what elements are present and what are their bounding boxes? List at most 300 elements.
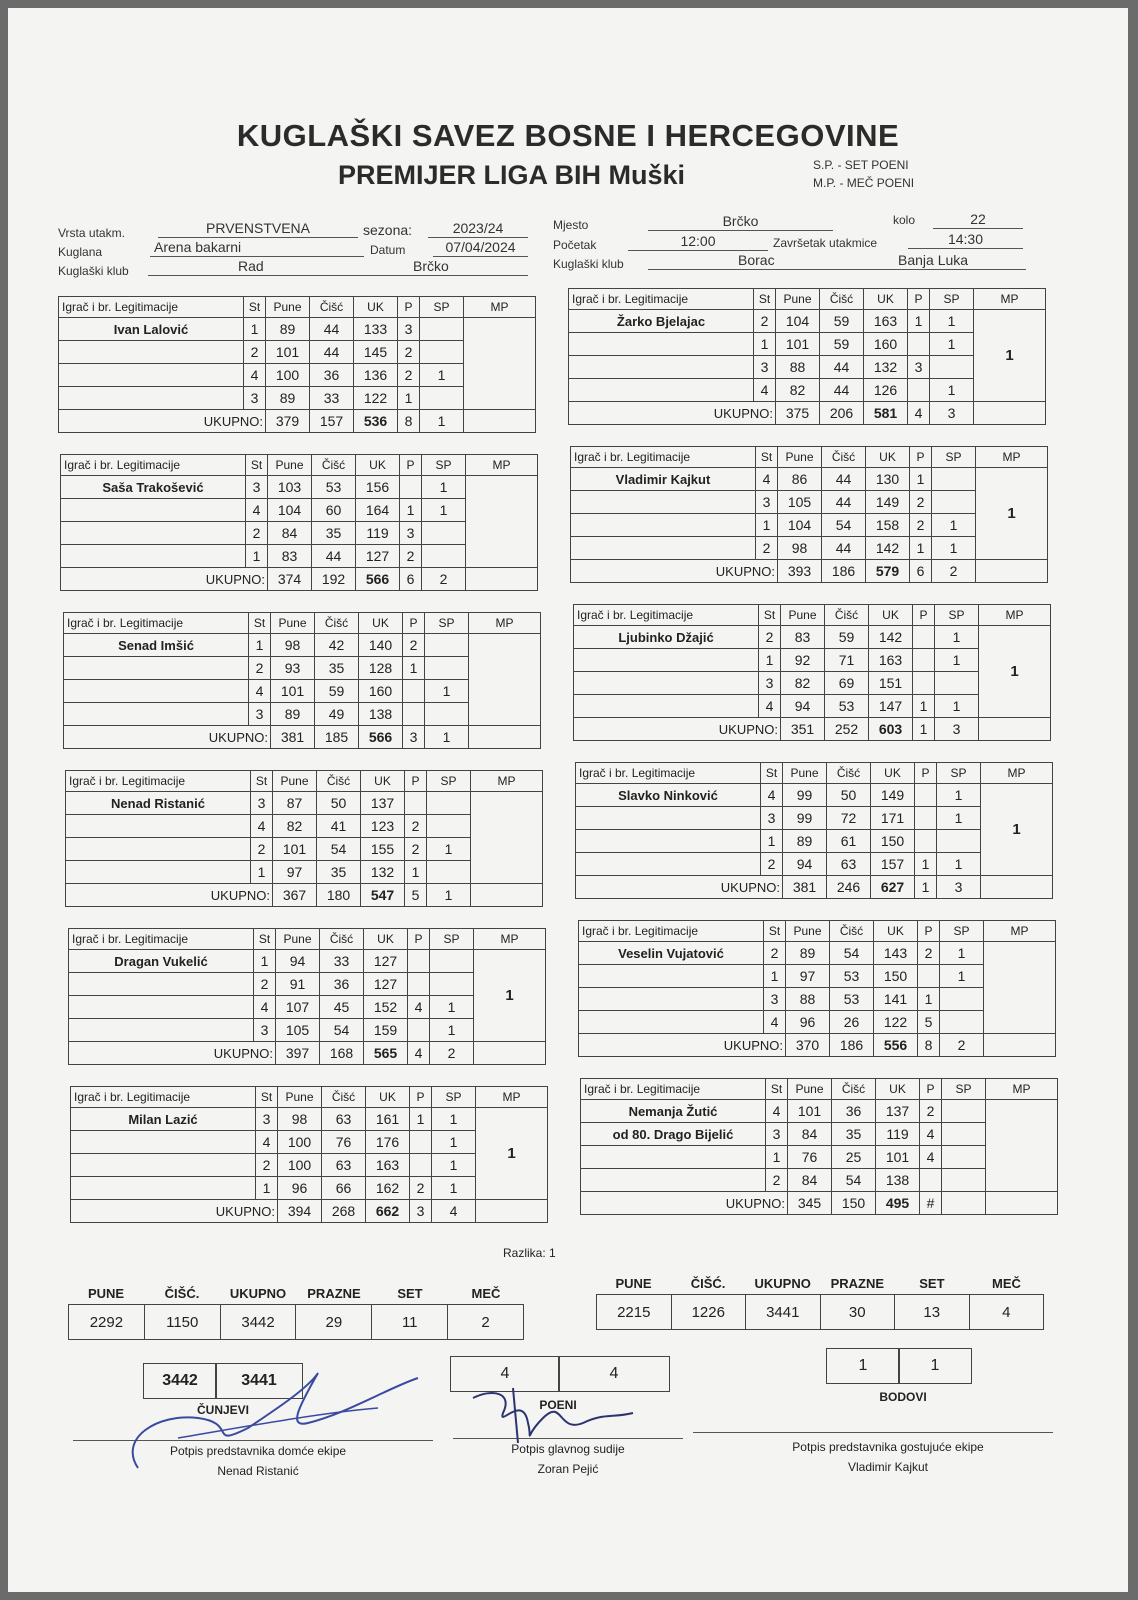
blank-name-cell (59, 364, 244, 387)
set-cell: 54 (320, 1019, 364, 1042)
set-cell: 63 (322, 1154, 366, 1177)
col-mp: MP (471, 771, 543, 792)
col-uk: UK (874, 921, 918, 942)
set-cell: 59 (825, 626, 869, 649)
col-sp: SP (937, 763, 981, 784)
col-st: St (251, 771, 273, 792)
total-cell: 381 (783, 876, 827, 899)
player-substitute (64, 657, 249, 680)
total-row (64, 726, 541, 749)
set-cell: 127 (364, 950, 408, 973)
col-st: St (766, 1079, 788, 1100)
total-row (59, 410, 536, 433)
set-cell: 137 (361, 792, 405, 815)
player-substitute (574, 649, 759, 672)
total-cell: 3 (937, 876, 981, 899)
set-cell: 1 (420, 364, 464, 387)
home-summary-label: UKUPNO (229, 1286, 287, 1301)
set-cell: 36 (320, 973, 364, 996)
set-cell (408, 1019, 430, 1042)
blank-name-cell (576, 830, 761, 853)
set-cell: 133 (354, 318, 398, 341)
col-st: St (761, 763, 783, 784)
total-cell: 1 (913, 718, 935, 741)
col-pune: Pune (278, 1087, 322, 1108)
col-pune: Pune (788, 1079, 832, 1100)
kuglana-value: Arena bakarni (150, 239, 364, 257)
mjesto-label: Mjesto (553, 218, 589, 232)
datum-label: Datum (370, 243, 406, 257)
set-cell: 140 (359, 634, 403, 657)
set-cell: 2 (256, 1154, 278, 1177)
set-cell (932, 468, 976, 491)
set-cell: 4 (251, 815, 273, 838)
judge-signature-scribble (463, 1383, 653, 1453)
set-cell: 53 (825, 695, 869, 718)
set-cell: 3 (254, 1019, 276, 1042)
col-st: St (756, 447, 778, 468)
kolo-label: kolo (893, 213, 916, 227)
set-cell: 53 (830, 965, 874, 988)
set-cell (420, 387, 464, 410)
total-mp-cell (974, 402, 1046, 425)
set-cell: 1 (935, 695, 979, 718)
set-cell: 1 (937, 853, 981, 876)
set-cell: 2 (405, 838, 427, 861)
header-row (579, 921, 1056, 942)
away-club: Borac (738, 252, 775, 268)
col-cisc: Čišć (830, 921, 874, 942)
blank-name-cell (64, 703, 249, 726)
set-cell: 1 (398, 387, 420, 410)
set-cell: 1 (937, 807, 981, 830)
total-cell: 5 (405, 884, 427, 907)
cunjevi-label: ČUNJEVI (196, 1403, 249, 1417)
set-cell: 2 (249, 657, 271, 680)
ukupno-label: UKUPNO: (579, 1034, 786, 1057)
set-cell: 3 (766, 1123, 788, 1146)
set-cell: 1 (908, 310, 930, 333)
kuglana-label: Kuglana (58, 245, 103, 259)
total-cell: 192 (312, 568, 356, 591)
set-cell: 2 (756, 537, 778, 560)
total-cell: 374 (268, 568, 312, 591)
col-p: P (913, 605, 935, 626)
header-row (571, 447, 1048, 468)
total-row (581, 1192, 1058, 1215)
vrsta-value: PRVENSTVENA (158, 220, 358, 238)
set-cell: 1 (422, 476, 466, 499)
set-cell: 142 (866, 537, 910, 560)
col-mp: MP (469, 613, 541, 634)
total-cell: 379 (266, 410, 310, 433)
set-cell: 91 (276, 973, 320, 996)
set-cell: 94 (781, 695, 825, 718)
set-cell (408, 973, 430, 996)
total-cell: 579 (866, 560, 910, 583)
set-cell: 44 (310, 341, 354, 364)
total-cell: 8 (918, 1034, 940, 1057)
set-cell: 83 (781, 626, 825, 649)
set-cell: 150 (871, 830, 915, 853)
set-cell: 44 (312, 545, 356, 568)
set-cell: 2 (910, 491, 932, 514)
set-cell (935, 672, 979, 695)
set-cell (940, 988, 984, 1011)
away-player-block-2 (570, 446, 1048, 583)
away-signature-caption: Potpis predstavnika gostujuće ekipe (792, 1440, 984, 1454)
total-row (61, 568, 538, 591)
set-cell: 42 (315, 634, 359, 657)
col-sp: SP (432, 1087, 476, 1108)
col-sp: SP (420, 297, 464, 318)
set-cell: 1 (427, 838, 471, 861)
total-cell: 180 (317, 884, 361, 907)
col-st: St (759, 605, 781, 626)
set-cell: 2 (910, 514, 932, 537)
blank-name-cell (66, 861, 251, 884)
mjesto-value: Brčko (648, 213, 833, 231)
vrsta-label: Vrsta utakm. (58, 226, 125, 240)
set-cell (942, 1100, 986, 1123)
home-summary-table (68, 1304, 524, 1340)
set-cell (425, 703, 469, 726)
set-cell: 4 (754, 379, 776, 402)
col-mp: MP (986, 1079, 1058, 1100)
set-cell: 162 (366, 1177, 410, 1200)
ukupno-label: UKUPNO: (69, 1042, 276, 1065)
set-cell: 88 (776, 356, 820, 379)
mp-cell (471, 792, 543, 884)
blank-name-cell (571, 537, 756, 560)
sezona-label: sezona: (363, 222, 413, 238)
mp-cell: 1 (476, 1108, 548, 1200)
col-p: P (918, 921, 940, 942)
total-mp-cell (474, 1042, 546, 1065)
set-cell: 156 (356, 476, 400, 499)
player-substitute (576, 807, 761, 830)
set-cell: 84 (788, 1169, 832, 1192)
mp-cell (469, 634, 541, 726)
total-cell: 206 (820, 402, 864, 425)
home-summary-cell: 1150 (144, 1305, 220, 1340)
away-summary-label: UKUPNO (754, 1276, 811, 1291)
col-cisc: Čišć (825, 605, 869, 626)
away-club-line (648, 252, 1026, 270)
blank-name-cell (66, 838, 251, 861)
set-cell (932, 491, 976, 514)
total-cell (942, 1192, 986, 1215)
set-cell: 4 (764, 1011, 786, 1034)
col-p: P (910, 447, 932, 468)
set-cell: 33 (310, 387, 354, 410)
home-summary-cell: 29 (296, 1305, 372, 1340)
blank-name-cell (576, 853, 761, 876)
set-cell: 54 (830, 942, 874, 965)
away-signature-line (693, 1432, 1053, 1433)
set-cell: 150 (874, 965, 918, 988)
header-row (569, 289, 1046, 310)
home-summary-label: PRAZNE (307, 1286, 361, 1301)
set-cell: 1 (918, 988, 940, 1011)
away-summary-cell: 30 (820, 1295, 895, 1330)
set-cell: 2 (251, 838, 273, 861)
total-cell: 536 (354, 410, 398, 433)
set-cell: 98 (271, 634, 315, 657)
set-cell: 132 (361, 861, 405, 884)
set-cell: 76 (788, 1146, 832, 1169)
set-cell: 53 (312, 476, 356, 499)
col-st: St (254, 929, 276, 950)
set-cell: 35 (317, 861, 361, 884)
player-name: Milan Lazić (71, 1108, 256, 1131)
set-cell: 122 (874, 1011, 918, 1034)
total-mp-cell (469, 726, 541, 749)
home-summary-cell: 3442 (220, 1305, 296, 1340)
total-cell: 252 (825, 718, 869, 741)
col-pune: Pune (276, 929, 320, 950)
bodovi-home: 1 (826, 1348, 900, 1384)
poeni-away: 4 (558, 1356, 670, 1392)
blank-name-cell (571, 514, 756, 537)
player-name: Saša Trakošević (61, 476, 246, 499)
set-cell: 1 (251, 861, 273, 884)
total-cell: 351 (781, 718, 825, 741)
set-cell: 1 (244, 318, 266, 341)
set-cell: 2 (759, 626, 781, 649)
set-cell: 84 (788, 1123, 832, 1146)
mp-cell: 1 (979, 626, 1051, 718)
col-sp: SP (430, 929, 474, 950)
col-cisc: Čišć (820, 289, 864, 310)
razlika-note: Razlika: 1 (503, 1246, 556, 1260)
set-cell: 3 (761, 807, 783, 830)
set-cell: 1 (937, 784, 981, 807)
col-cisc: Čišć (322, 1087, 366, 1108)
total-cell: 566 (359, 726, 403, 749)
total-cell: 2 (932, 560, 976, 583)
total-cell: 186 (830, 1034, 874, 1057)
home-club: Rad (238, 258, 264, 274)
datum-value: 07/04/2024 (433, 239, 528, 257)
set-cell (403, 703, 425, 726)
header-row (581, 1079, 1058, 1100)
set-cell: 163 (869, 649, 913, 672)
col-uk: UK (866, 447, 910, 468)
set-cell: 35 (315, 657, 359, 680)
cunjevi-away: 3441 (215, 1363, 303, 1399)
total-cell: 3 (935, 718, 979, 741)
col-st: St (754, 289, 776, 310)
set-cell: 50 (827, 784, 871, 807)
legend-sp: S.P. - SET POENI (813, 158, 909, 172)
set-cell: 99 (783, 784, 827, 807)
home-player-block-6 (70, 1086, 548, 1223)
ukupno-label: UKUPNO: (569, 402, 776, 425)
set-cell (427, 815, 471, 838)
away-summary-cell: 2215 (597, 1295, 672, 1330)
set-cell (410, 1131, 432, 1154)
set-cell (930, 356, 974, 379)
total-cell: 495 (876, 1192, 920, 1215)
set-cell: 1 (766, 1146, 788, 1169)
set-cell: 76 (322, 1131, 366, 1154)
set-cell (430, 973, 474, 996)
set-cell: 60 (312, 499, 356, 522)
set-cell: 1 (432, 1177, 476, 1200)
header-row (61, 455, 538, 476)
pocetak-label: Početak (553, 238, 597, 252)
col-p: P (405, 771, 427, 792)
total-row (569, 402, 1046, 425)
away-summary-cell: 3441 (746, 1295, 821, 1330)
set-cell (913, 649, 935, 672)
set-cell: 101 (266, 341, 310, 364)
set-cell: 157 (871, 853, 915, 876)
set-cell (908, 379, 930, 402)
col-igrac: Igrač i br. Legitimacije (571, 447, 756, 468)
set-cell: 104 (778, 514, 822, 537)
col-st: St (764, 921, 786, 942)
set-cell: 127 (364, 973, 408, 996)
blank-name-cell (579, 988, 764, 1011)
set-cell: 1 (930, 310, 974, 333)
set-cell: 1 (422, 499, 466, 522)
set-cell: 71 (825, 649, 869, 672)
col-igrac: Igrač i br. Legitimacije (66, 771, 251, 792)
set-cell (400, 476, 422, 499)
col-uk: UK (354, 297, 398, 318)
set-cell: 171 (871, 807, 915, 830)
set-cell: 4 (408, 996, 430, 1019)
set-cell (918, 965, 940, 988)
set-cell: 36 (832, 1100, 876, 1123)
set-cell: 126 (864, 379, 908, 402)
total-cell: 4 (432, 1200, 476, 1223)
away-summary-label: PUNE (615, 1276, 652, 1291)
col-igrac: Igrač i br. Legitimacije (569, 289, 754, 310)
set-cell: 152 (364, 996, 408, 1019)
set-cell: 138 (359, 703, 403, 726)
total-row (66, 884, 543, 907)
set-cell (427, 861, 471, 884)
set-cell: 164 (356, 499, 400, 522)
total-cell: 1 (915, 876, 937, 899)
total-cell: 8 (398, 410, 420, 433)
total-cell: 185 (315, 726, 359, 749)
player-substitute (569, 333, 754, 356)
set-cell: 1 (940, 942, 984, 965)
set-cell: 159 (364, 1019, 408, 1042)
set-cell: 89 (266, 387, 310, 410)
poeni-label: POENI (539, 1398, 577, 1412)
col-cisc: Čišć (827, 763, 871, 784)
set-cell: 2 (918, 942, 940, 965)
col-mp: MP (976, 447, 1048, 468)
col-p: P (908, 289, 930, 310)
col-mp: MP (476, 1087, 548, 1108)
set-cell: 1 (935, 626, 979, 649)
total-row (574, 718, 1051, 741)
set-cell: 149 (871, 784, 915, 807)
set-row (574, 626, 1051, 649)
kolo-value: 22 (933, 211, 1023, 229)
set-cell: 4 (920, 1146, 942, 1169)
total-cell: 186 (822, 560, 866, 583)
away-player-block-6 (580, 1078, 1058, 1215)
pocetak-value: 12:00 (628, 233, 768, 251)
total-cell: # (920, 1192, 942, 1215)
set-cell: 101 (776, 333, 820, 356)
header-row (576, 763, 1053, 784)
abbrev-legend (813, 156, 914, 192)
set-cell: 1 (432, 1108, 476, 1131)
away-summary-cell: 1226 (671, 1295, 746, 1330)
set-row (66, 792, 543, 815)
away-summary-label: MEČ (992, 1276, 1021, 1291)
home-signature-scribble (118, 1368, 438, 1478)
blank-name-cell (574, 672, 759, 695)
set-row (576, 784, 1053, 807)
set-cell: 3 (908, 356, 930, 379)
total-cell: 566 (356, 568, 400, 591)
mp-cell: 1 (474, 950, 546, 1042)
col-pune: Pune (776, 289, 820, 310)
total-cell: 4 (908, 402, 930, 425)
away-player-block-1 (568, 288, 1046, 425)
set-row (569, 310, 1046, 333)
home-summary-label: SET (397, 1286, 423, 1301)
set-cell: 1 (430, 1019, 474, 1042)
sezona-value: 2023/24 (428, 220, 528, 238)
set-cell: 3 (249, 703, 271, 726)
total-cell: 2 (422, 568, 466, 591)
set-cell: 1 (256, 1177, 278, 1200)
set-cell: 2 (244, 341, 266, 364)
set-cell: 3 (400, 522, 422, 545)
home-summary-label: MEČ (471, 1286, 501, 1301)
col-uk: UK (869, 605, 913, 626)
player-name: Veselin Vujatović (579, 942, 764, 965)
player-name: Vladimir Kajkut (571, 468, 756, 491)
set-cell: 4 (756, 468, 778, 491)
col-cisc: Čišć (315, 613, 359, 634)
set-cell (410, 1154, 432, 1177)
total-mp-cell (986, 1192, 1058, 1215)
set-row (59, 318, 536, 341)
set-cell (420, 341, 464, 364)
blank-name-cell (569, 356, 754, 379)
total-cell: 627 (871, 876, 915, 899)
player-name: Slavko Ninković (576, 784, 761, 807)
score-sheet (8, 8, 1128, 1592)
mp-cell (464, 318, 536, 410)
player-substitute (571, 491, 756, 514)
set-cell: 94 (276, 950, 320, 973)
total-cell: 246 (827, 876, 871, 899)
set-cell: 86 (778, 468, 822, 491)
blank-name-cell (71, 1177, 256, 1200)
home-city: Brčko (413, 258, 449, 274)
blank-name-cell (579, 1011, 764, 1034)
player-name: Žarko Bjelajac (569, 310, 754, 333)
set-cell: 142 (869, 626, 913, 649)
set-cell: 92 (781, 649, 825, 672)
set-cell: 83 (268, 545, 312, 568)
set-cell: 44 (820, 356, 864, 379)
set-cell: 1 (432, 1154, 476, 1177)
set-cell: 25 (832, 1146, 876, 1169)
